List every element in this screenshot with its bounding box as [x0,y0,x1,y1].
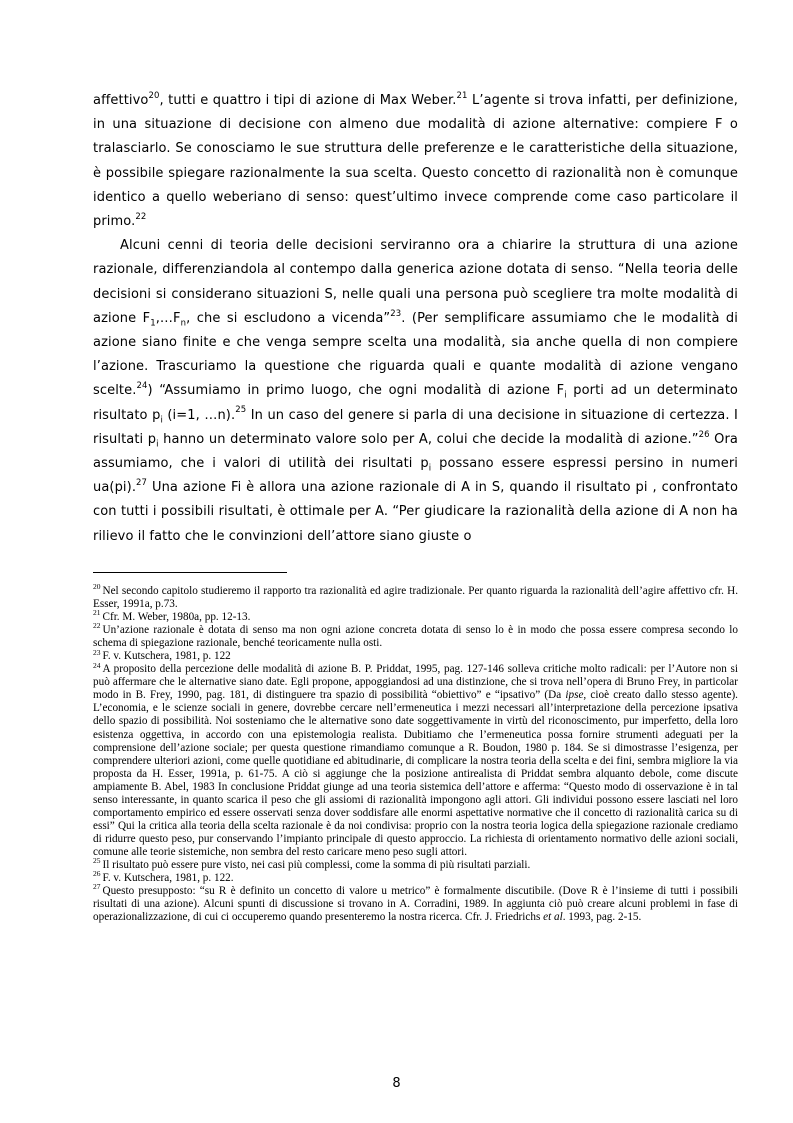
text-run: ,…F [155,310,181,326]
footnote-23 [93,647,738,663]
footnote-text: F. v. Kutschera, 1981, p. 122. [102,872,234,885]
footnote-26 [93,869,738,885]
subscript: i [160,415,163,426]
footnote-ref-21: 21 [456,90,468,101]
text-run: hanno un determinato valore solo per A, colui che decide la modalità di azione.” [158,431,699,447]
text-run: Ora assumiamo, che i valori di utilità dei risultati p [93,431,738,472]
footnote-number: 23 [93,647,101,657]
paragraph-2 [93,234,738,549]
text-run: possano essere espressi persino in numeri ua(pi). [93,456,738,496]
text-run: In un caso del genere si parla di una decisione in situazione di certezza. I risultati p [93,407,738,447]
footnote-number: 27 [93,882,101,892]
body-text [93,89,738,549]
footnote-25 [93,856,738,872]
footnote-text: A proposito della percezione delle modalità di azione B. P. Priddat, 1995, pag. 127-146 solleva critiche molto radicali: per l’Autore non si può affermare che le alternative siano date. Egli propone, appoggiandosi ad una distinzione, che si trova nell’opera di Bruno Frey, in particolar modo in B. Frey, 1990, pag. 181, di distinguere tra spazio di possibilità “obiettivo” e “ipsativo” (Da [93,663,738,702]
footnote-20 [93,582,738,611]
footnote-text: Cfr. M. Weber, 1980a, pp. 12-13. [102,611,251,624]
footnote-ref-20: 20 [148,90,160,101]
footnote-number: 24 [93,660,101,670]
footnote-ref-26: 26 [698,429,710,440]
footnote-number: 21 [93,608,101,618]
subscript: i [156,439,159,450]
footnote-text: Il risultato può essere pure visto, nei casi più complessi, come la somma di più risultati parziali. [102,858,531,871]
footnote-text: F. v. Kutschera, 1981, p. 122 [102,650,231,663]
text-run: , che si escludono a vicenda” [186,310,391,326]
footnote-27 [93,882,738,924]
page-number: 8 [392,1076,401,1091]
footnote-ref-22: 22 [135,211,147,222]
footnotes [93,582,738,924]
footnote-21 [93,608,738,624]
text-run: , tutti e quattro i tipi di azione di Max Weber. [159,93,457,108]
footnote-text: . 1993, pag. 2-15. [562,911,642,924]
text-run: porti ad un determinato risultato p [93,383,738,423]
paragraph-1 [93,89,738,234]
text-run: ) “Assumiamo in primo luogo, che ogni modalità di azione F [147,383,565,399]
subscript: 1 [150,318,156,329]
footnote-italic: ipse [565,689,584,702]
footnote-24 [93,660,738,859]
text-run: L’agente si trova infatti, per definizione, in una situazione di decisione con almeno due modalità di azione alternative: compiere F o tralasciarlo. Se conosciamo le sue struttura delle preferenze e le caratteristiche della situazione, è possibile spiegare razionalmente la sua scelta. Questo concetto di razionalità non è comunque identico a quello weberiano di senso: quest’ultimo invece comprende come caso particolare il primo. [93,93,738,230]
footnote-number: 22 [93,621,101,631]
footnote-separator [93,572,287,573]
footnote-number: 26 [93,869,101,879]
text-run: (i=1, …n). [162,407,236,423]
footnote-ref-27: 27 [136,477,148,488]
footnote-ref-23: 23 [390,308,402,319]
footnote-text: Un’azione razionale è dotata di senso ma non ogni azione concreta dotata di senso lo è in modo che possa essere compresa secondo lo schema di spiegazione razionale, benché teoricamente nulla osti. [93,624,738,650]
text-run: Alcuni cenni di teoria delle decisioni serviranno ora a chiarire la struttura di una azione razionale, differenziandola al contempo dalla generica azione dotata di senso. “Nella teoria delle decisioni si considerano situazioni S, nelle quali una persona può scegliere tra molte modalità di azione F [93,238,738,326]
subscript: i [564,391,567,402]
footnote-number: 20 [93,582,101,592]
subscript: n [180,318,187,329]
text-run: . (Per semplificare assumiamo che le modalità di azione siano finite e che venga sempre scelta una modalità, sia anche quella di non compiere l’azione. Trascuriamo la questione che riguarda quali e quante modalità di azione vengano scelte. [93,310,738,399]
text-run: affettivo [93,93,149,108]
footnote-number: 25 [93,856,101,866]
text-run: Una azione Fi è allora una azione razionale di A in S, quando il risultato pi , confrontato con tutti i possibili risultati, è ottimale per A. “Per giudicare la razionalità della azione di A non ha rilievo il fatto che le convinzioni dell’attore siano giuste o [93,480,738,544]
footnote-italic: et al [543,911,563,924]
footnote-ref-25: 25 [235,405,247,416]
footnote-text: Questo presupposto: “su R è definito un concetto di valore u metrico” è formalmente discutibile. (Dove R è l’insieme di tutti i possibili risultati di una azione). Alcuni spunti di discussione si trovano in A. Corradini, 1989. In aggiunta ciò può creare alcuni problemi in fase di operazionalizzazione, di cui ci occuperemo quando presenteremo la nostra ricerca. Cfr. J. Friedrichs [93,885,738,924]
footnote-ref-24: 24 [136,381,148,392]
footnote-text: Nel secondo capitolo studieremo il rapporto tra razionalità ed agire tradizionale. Per quanto riguarda la razionalità dell’agire affettivo cfr. H. Esser, 1991a, p.73. [93,585,738,611]
footnote-22 [93,621,738,650]
footnote-text: , cioè creato dallo stesso agente). L’economia, e le scienze sociali in genere, dovrebbe cercare nell’ermeneutica i mezzi necessari all’interpretazione della percezione ipsativa dello spazio di possibilità. Noi sosteniamo che le alternative sono date soggettivamente in virtù del riconoscimento, pur imperfetto, della loro esistenza oggettiva, in accordo con una epistemologia realista. Dubitiamo che l’ermeneutica possa fornire strumenti adeguati per la comprensione dell’azione sociale; per questa questione rimandiamo comunque a R. Boudon, 1980 p. 184. Se si dimostrasse l’esigenza, per comprendere ulteriori azioni, come quelle quotidiane ed abitudinarie, di complicare la nostra teoria della scelta e dei fini, sembra migliore la via proposta da H. Esser, 1991a, p. 61-75. A ciò si aggiunge che la posizione antirealista di Priddat sembra alquanto debole, come discute ampiamente B. Abel, 1983 In conclusione Priddat giunge ad una teoria sistemica dell’attore e afferma: “Questo modo di osservazione è in tal senso interessante, in quanto scarica il peso che gli assiomi di razionalità impongono agli attori. Gli individui possono essere lasciati nel loro comportamento empirico ed essere osservati senza dover soddisfare alle enormi aspettative normative che il concetto di razionalità carica su di essi” Qui la critica alla teoria della scelta razionale è da noi condivisa: proprio con la nostra teoria logica della spiegazione razionale crediamo di ridurre questo peso, pur conservando l’impianto principale di questo approccio. La richiesta di orientamento normativo delle azioni sociali, comune alle teorie sistemiche, non sembra del resto caricare meno peso sugli attori. [93,689,738,858]
subscript: i [428,463,432,474]
